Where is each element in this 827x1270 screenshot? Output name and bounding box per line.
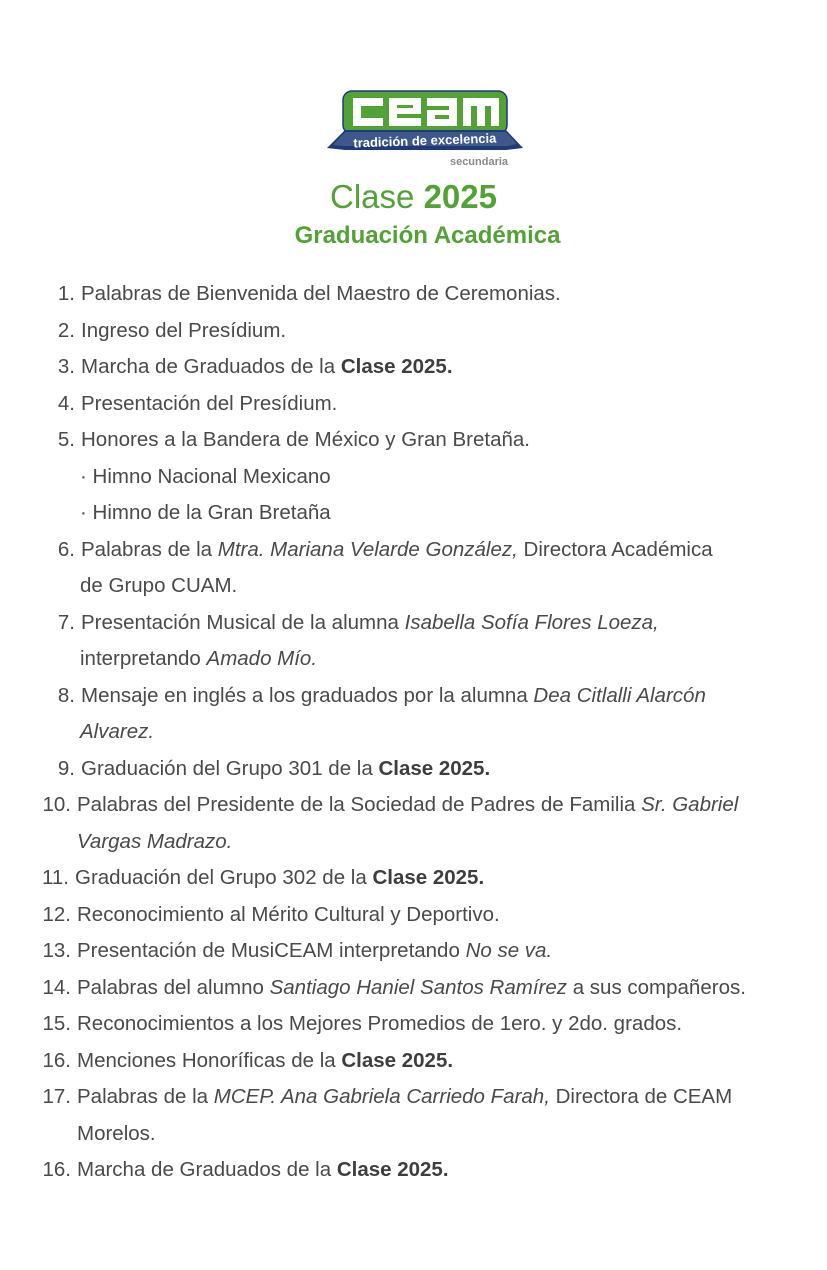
item-text: Mensaje en inglés a los graduados por la alumna Dea Citlalli Alarcón [81, 683, 706, 707]
logo-level: secundaria [449, 156, 509, 168]
item-number: 17. [42, 1085, 71, 1108]
item-number: 14. [42, 975, 71, 999]
item-text: Presentación del Presídium. [81, 391, 338, 415]
item-number: 8. [57, 683, 75, 707]
item-italic: MCEP. Ana Gabriela Carriedo Farah, [213, 1085, 550, 1108]
list-item [0, 349, 827, 386]
item-text: Marcha de Graduados de la Clase 2025. [77, 1158, 449, 1181]
item-text: Palabras de Bienvenida del Maestro de Ceremonias. [81, 282, 561, 305]
list-item-continuation [0, 714, 827, 751]
item-text: Palabras del Presidente de la Sociedad de Padres de Familia Sr. Gabriel [77, 793, 739, 816]
list-item-continuation [0, 641, 827, 678]
list-item [0, 751, 827, 788]
list-item [0, 532, 827, 569]
item-italic: Isabella Sofía Flores Loeza, [404, 610, 659, 634]
item-text: Graduación del Grupo 302 de la Clase 2025. [75, 866, 485, 889]
page-title [0, 176, 827, 218]
item-number: 2. [57, 318, 75, 342]
item-number: 10. [42, 793, 71, 816]
list-item [0, 1079, 827, 1116]
item-text: Reconocimiento al Mérito Cultural y Deportivo. [77, 902, 500, 926]
item-text: Presentación de MusiCEAM interpretando No se va. [77, 939, 553, 962]
list-item [0, 313, 827, 350]
title-year: 2025 [423, 178, 497, 215]
page-subtitle: Graduación Académica [294, 222, 561, 249]
item-bold: Clase 2025. [341, 1048, 454, 1072]
list-item [0, 897, 827, 934]
item-text: Marcha de Graduados de la Clase 2025. [81, 355, 453, 378]
list-item [0, 1152, 827, 1189]
item-italic: Dea Citlalli Alarcón [533, 683, 706, 707]
item-number: 9. [57, 756, 75, 780]
item-text: Ingreso del Presídium. [81, 318, 287, 342]
item-number: 4. [57, 391, 75, 415]
item-italic: Mtra. Mariana Velarde González, [217, 537, 518, 561]
title-prefix: Clase [330, 178, 415, 215]
item-bold: Clase 2025. [378, 756, 491, 780]
list-item [0, 860, 827, 897]
list-item [0, 1043, 827, 1080]
subitem-text: · Himno Nacional Mexicano [80, 464, 331, 488]
item-number: 5. [57, 428, 75, 451]
list-item-continuation [0, 824, 827, 861]
item-bold: Clase 2025. [336, 1158, 449, 1181]
subitem-text: · Himno de la Gran Bretaña [80, 501, 331, 524]
list-item [0, 678, 827, 715]
list-item [0, 276, 827, 313]
item-number: 6. [57, 537, 75, 561]
item-number: 11. [42, 866, 69, 889]
list-subitem [0, 459, 827, 496]
item-bold: Clase 2025. [372, 866, 485, 889]
item-italic: Santiago Haniel Santos Ramírez [269, 975, 568, 999]
item-number: 1. [57, 282, 75, 305]
item-number: 7. [57, 610, 75, 634]
item-text: Graduación del Grupo 301 de la Clase 2025. [81, 756, 491, 780]
item-italic: No se va. [465, 939, 553, 962]
item-italic: Sr. Gabriel [641, 793, 739, 816]
item-number: 12. [42, 902, 71, 926]
item-continuation: interpretando Amado Mío. [80, 647, 318, 670]
item-text: Honores a la Bandera de México y Gran Bretaña. [81, 428, 530, 451]
list-item [0, 422, 827, 459]
list-item [0, 787, 827, 824]
item-continuation: Alvarez. [80, 720, 155, 743]
ceam-logo [323, 88, 528, 170]
item-continuation: Vargas Madrazo. [77, 829, 233, 853]
item-text: Menciones Honoríficas de la Clase 2025. [77, 1048, 454, 1072]
list-item [0, 1006, 827, 1043]
item-text: Palabras de la Mtra. Mariana Velarde González, Directora Académica [81, 537, 713, 561]
item-text: Palabras de la MCEP. Ana Gabriela Carriedo Farah, Directora de CEAM [77, 1085, 733, 1108]
list-item-continuation [0, 568, 827, 605]
logo-tagline: tradición de excelencia [353, 130, 497, 151]
item-number: 3. [57, 355, 75, 378]
list-item [0, 933, 827, 970]
item-number: 15. [42, 1012, 71, 1035]
program-list [0, 276, 827, 1189]
item-text: Presentación Musical de la alumna Isabella Sofía Flores Loeza, [81, 610, 659, 634]
list-item-continuation [0, 1116, 827, 1153]
item-continuation: de Grupo CUAM. [80, 574, 238, 597]
item-number: 16. [42, 1048, 71, 1072]
list-subitem [0, 495, 827, 532]
list-item [0, 386, 827, 423]
item-number: 13. [42, 939, 71, 962]
item-text: Palabras del alumno Santiago Haniel Santos Ramírez a sus compañeros. [77, 975, 746, 999]
item-continuation: Morelos. [77, 1121, 156, 1145]
list-item [0, 970, 827, 1007]
item-number: 16. [42, 1158, 71, 1181]
list-item [0, 605, 827, 642]
item-bold: Clase 2025. [340, 355, 453, 378]
item-text: Reconocimientos a los Mejores Promedios de 1ero. y 2do. grados. [77, 1012, 683, 1035]
